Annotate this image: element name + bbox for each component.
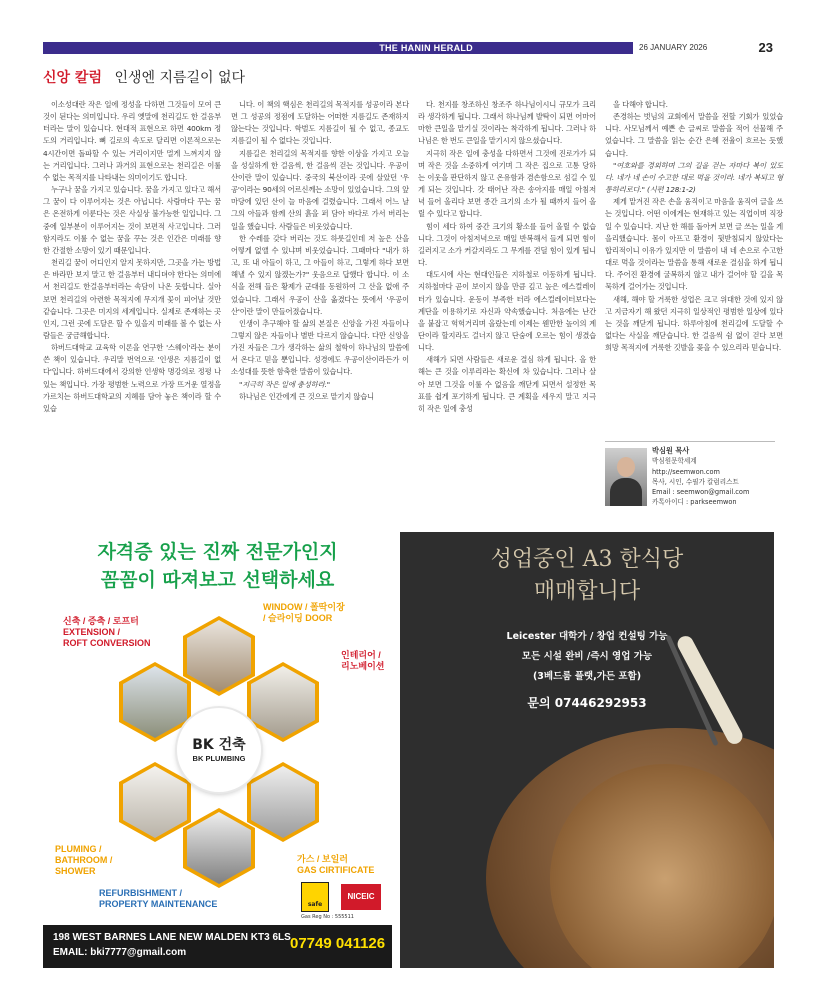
page-header bbox=[43, 40, 773, 56]
page-number: 23 bbox=[758, 40, 773, 55]
ad-detail-line: (3베드룸 플랫,가든 포함) bbox=[532, 671, 642, 682]
paragraph: 하나님은 인간에게 큰 것으로 맡기지 않습니 bbox=[239, 391, 375, 401]
paragraph: 을 다해야 합니다. bbox=[613, 100, 668, 109]
author-name: 박심원 목사 bbox=[652, 446, 690, 455]
author-info bbox=[652, 446, 749, 508]
label-window: WINDOW / 폴딱이장 / 슬라이딩 DOOR bbox=[263, 602, 345, 623]
gas-safe-logo: safe bbox=[301, 882, 329, 912]
column-category: 신앙 칼럼 bbox=[43, 70, 102, 86]
paragraph: 힘이 세다 하여 중간 크기의 황소를 들어 올릴 수 없습니다. 그것이 아침저녁으로 매일 반복해서 들게 되면 힘이 길러지고 소가 커갈지라도 그 무게를 견딜 힘이 있게 됩니다. bbox=[418, 221, 596, 268]
service-hex-upper-left bbox=[119, 662, 191, 742]
paragraph: 누구나 꿈을 가지고 있습니다. 꿈을 가지고 있다고 해서 그 꿈이 다 이루어지는 것은 아닙니다. 사람마다 꾸는 꿈은 온전하게 이룬다는 것은 사실상 불가능한 일입니다. 그 중에 일부분이 이루어지는 것이 보편적 사고입니다. 그러함지라도 이룰 수 없는 꿈을 꾸는 것은 인간은 미래를 향한 간절한 소망이 있기 때문입니다. bbox=[43, 185, 221, 255]
label-extension: 신축 / 증축 / 로프터 EXTENSION / ROFT CONVERSION bbox=[63, 616, 151, 648]
service-hex-upper-right bbox=[247, 662, 319, 742]
ad-detail-line: Leicester 대학가 / 창업 컨설팅 가능 bbox=[506, 631, 668, 642]
article-heading bbox=[43, 69, 245, 87]
author-line: 박심원문학세계 bbox=[652, 457, 697, 466]
ad-headline: 매매합니다 bbox=[533, 579, 641, 604]
label-plumbing: PLUMING / BATHROOM / SHOWER bbox=[55, 844, 113, 876]
service-hex-top bbox=[183, 616, 255, 696]
service-hex-lower-left bbox=[119, 762, 191, 842]
publication-name: THE HANIN HERALD bbox=[379, 43, 473, 53]
paragraph: 다. 천지를 창조하신 창조주 하나님이시니 규모가 크리라 생각하게 됩니다. 그래서 하나님께 발탁이 되면 어마어마한 큰일을 맡기실 것이라는 착각하게 됩니다. 그러나 하나님은 한 번도 큰일을 맡기시지 않으셨습니다. bbox=[418, 100, 596, 146]
ad-phone[interactable]: 07749 041126 bbox=[290, 935, 386, 952]
author-photo bbox=[605, 448, 647, 506]
paragraph: 이소성대란 작은 일에 정성을 다하면 그것들이 모여 큰 것이 된다는 의미입니다. 우리 옛말에 천리길도 한 걸음부터라는 말이 있습니다. 현대적 표현으로 하면 400km 정도의 거리입니다. 뼈 길로의 속도로 달리면 이론적으로는 4시간이면 돌파할 수 있는 거리이지만 멀게 느껴지지 않는 거리입니다. 그러나 과거의 표현으로는 천리길은 이룰 수 없는 목적지를 나타내는 의미이기도 합니다. bbox=[43, 100, 221, 182]
ad-phone[interactable]: 문의 07446292953 bbox=[527, 696, 647, 710]
paragraph: 새해, 해야 할 거룩한 성업은 크고 위대한 것에 있지 않고 지금자기 해 왔던 지극히 일상적인 평범한 일상에 있다는 것을 깨닫게 됩니다. 하루아침에 천리길에 도달할 수 없다는 사실을 깨닫습니다. 한 걸음씩 쉼 없이 걷다 보면 희망 목적지에 거룩한 깃발을 꽂을 수 있으리라 믿습니다. bbox=[605, 294, 783, 353]
paragraph: 니다. 이 책의 핵심은 천리길의 목적지를 성공이라 본다면 그 성공의 정점에 도달하는 어떠한 지름길도 존재하지 않는다는 것입니다. 학벌도 지름길이 될 수 없고, 종교도 지름길이 될 수 없다는 것입니다. bbox=[231, 100, 409, 146]
bk-building-ad[interactable] bbox=[43, 532, 392, 968]
ad-address: 198 WEST BARNES LANE NEW MALDEN KT3 6LS bbox=[53, 932, 291, 943]
label-refurbishment: REFURBISHMENT / PROPERTY MAINTENANCE bbox=[99, 888, 218, 909]
article-column-4 bbox=[605, 99, 783, 435]
brand-name-kr: BK 건축 bbox=[192, 737, 246, 753]
paragraph: 하버드대학교 교육학 이론을 연구한 '스웨이'라는 분이 쓴 책이 있습니다. 우리말 번역으로 '인생은 지름길이 없다'입니다. 하버드대에서 강의한 인생학 명강의로 정평 나 있는 책입니다. 가장 평범한 노력으로 가장 뜨거운 열정을 가르치는 하버드대학교의 지혜를 담아 놓은 책이라 할 수 있습 bbox=[43, 343, 221, 413]
paragraph: 인생이 추구해야 할 삶의 본질은 신앙을 가진 자들이나 그렇지 않은 자들이나 별반 다르지 않습니다. 다만 신앙을 가진 자들은 그가 생각하는 삶의 철학이 하나님의 말씀에서 온다고 믿을 뿐입니다. 성경에도 우공이산이라든가 이소성대를 뜻한 함축한 말씀이 있습니다. bbox=[231, 318, 409, 377]
author-box bbox=[605, 441, 775, 513]
author-kakao: 카톡아이디 : parkseemwon bbox=[652, 498, 737, 507]
article-column-3 bbox=[418, 99, 596, 531]
paragraph: 천리길 꿈이 어디인지 알지 못하지만, 그곳을 가는 방법은 바라만 보지 말고 한 걸음부터 내디뎌야 한다는 의미에서 천리길도 한걸음부터라는 속담이 나온 듯합니다. 실아 보면 천리길의 아련한 목적지에 무지개 꽃이 피어날 것만 같습니다. 그곳은 미지의 세계입니다. 실제로 존재하는 곳인지, 그런 곳에 도달은 할 수 있을지 미래를 볼 수 없는 사람들은 궁금해합니다. bbox=[43, 258, 221, 340]
scripture-quote: "여호와를 경외하며 그의 길을 걷는 자마다 복이 있도다. 네가 네 손이 수고한 대로 먹을 것이라. 네가 복되고 형통하리로다." (시편 128:1-2) bbox=[605, 160, 783, 195]
label-interior: 인테리어 / 리노베이션 bbox=[341, 650, 385, 671]
paragraph: 지극히 작은 일에 충성을 다하면서 그것에 진로가가 되며 작은 것을 소중하게 여기며 그 작은 집으로 고통 당하는 이웃을 판단하지 않고 온유함과 겸손함으로 섬길 수 있게 되는 것입니다. 갓 태어난 작은 송아지를 매일 아침저녁 들어 올리다 보면 종간 크기의 소가 될 때까지 들어 올릴 수 있다고 합니다. bbox=[418, 148, 596, 219]
article-title: 인생엔 지름길이 없다 bbox=[114, 70, 246, 86]
article-column-2 bbox=[231, 99, 409, 531]
restaurant-sale-ad[interactable] bbox=[400, 532, 774, 968]
paragraph: 존경하는 벗님의 교회에서 말씀을 전할 기회가 있었습니다. 사모님께서 예쁜 손 글씨로 말씀을 적어 선물해 주었습니다. 그 말씀을 읽는 순간 은혜 전율이 흐르는 듯했습니다. bbox=[605, 112, 783, 158]
paragraph: 제게 맡겨진 작은 손을 움직이고 마음을 움직여 글을 쓰는 것입니다. 어떤 이에게는 현재하고 있는 직업이며 직장일 수 있습니다. 지난 한 해를 돌아켜 보면 글 쓰는 일을 게을리했습니다. 몸이 아프고 환경이 뒷받침되지 않았다는 합리적이니 이유가 있지만 이 말씀이 내 네 손으로 수고한 대로 먹을 것이라는 말씀을 통해 새로운 결심을 하게 됩니다. 주어진 환경에 굴복하지 않고 내가 걸어야 할 길을 목묵하게 걸어가는 것입니다. bbox=[605, 197, 783, 292]
ad-email[interactable]: EMAIL: bki7777@gmail.com bbox=[53, 947, 187, 958]
author-website[interactable]: http://seemwon.com bbox=[652, 467, 720, 476]
author-email[interactable]: Email : seemwon@gmail.com bbox=[652, 488, 750, 497]
ad-headline: 성업중인 A3 한식당 bbox=[490, 547, 684, 572]
paragraph: 한 수레를 갖다 버리는 것도 하룻길인데 저 높은 산을 어떻게 없앨 수 있냐며 비웃었습니다. 그때마다 "내가 하고, 또 내 아들이 하고, 그 아들이 하고, 그렇게 하다 보면 해낼 수 있지 않겠는가?" 웃음으로 답했다 합니다. 이 소식을 전해 들은 황제가 군대를 동원하여 그 산을 없애 주었습니다. 그래서 우공이 산을 옮겼다는 뜻에서 '우공이산'이란 말이 만들어졌습니다. bbox=[231, 233, 409, 316]
service-hex-lower-right bbox=[247, 762, 319, 842]
service-hex-bottom bbox=[183, 808, 255, 888]
brand-badge bbox=[177, 708, 261, 792]
ad-contact-bar bbox=[43, 925, 392, 968]
certification-logos bbox=[301, 882, 383, 922]
paragraph: 지름길은 천리길의 목적지를 향한 이상을 가지고 오늘을 성실하게 한 걸음씩, 한 걸음씩 걷는 것입니다. 우공이산이란 말이 있습니다. 중국의 북산이라 곳에 살았던 '우공'이라는 90세의 어르신께는 소망이 있었습니다. 그의 앞마당에 있던 산이 늘 마음에 걸렸습니다. 그래서 어느 날 그의 아들과 함께 산의 흙을 퍼 담아 바다로 가서 버리는 일을 했습니다. 사람들은 비웃었습니다. bbox=[231, 148, 409, 231]
niceic-logo: NICEIC bbox=[341, 884, 381, 910]
label-gas: 가스 / 보일러 GAS CIRTIFICATE bbox=[297, 854, 375, 875]
paragraph: 새해가 되면 사람들은 새로운 결심 하게 됩니다. 올 한 해는 큰 것을 이루리라는 확신에 차 있습니다. 그러나 살아 보면 그것을 이룰 수 없음을 깨닫게 되면서 설정한 목표를 쉽게 포기하게 됩니다. 큰 계획을 세우지 말고 지극히 작은 일에 충성 bbox=[418, 355, 596, 413]
issue-date: 26 JANUARY 2026 bbox=[639, 43, 708, 52]
ad-detail-line: 모든 시설 완비 /즉시 영업 가능 bbox=[521, 651, 653, 662]
brand-name-en: BK PLUMBING bbox=[192, 754, 246, 763]
author-line: 목사, 시인, 수필가 칼럼리스트 bbox=[652, 477, 739, 486]
paragraph: 대도시에 사는 현대인들은 지하철로 이동하게 됩니다. 지하철마다 곧이 보이지 않을 만큼 깊고 높은 에스컬레이터가 있습니다. 운동이 부족한 터라 에스컬레이터보다는 계단을 이용하기로 자신과 약속했습니다. 처음에는 난간을 붙잡고 헉헉거리며 올랐는데 이제는 웬만한 높이의 계단이라 할지라도 걸너지 않고 단숨에 오르는 힘이 생겼습니다. bbox=[418, 270, 596, 353]
article-column-1 bbox=[43, 99, 221, 531]
ad-headline: 자격증 있는 진짜 전문가인지 bbox=[97, 541, 338, 563]
ad-headline: 꼼꼼이 따져보고 선택하세요 bbox=[100, 569, 335, 591]
scripture-quote: "지극히 작은 일에 충성하라." bbox=[239, 379, 330, 389]
gas-reg-number: Gas Reg No : 555511 bbox=[301, 914, 354, 920]
